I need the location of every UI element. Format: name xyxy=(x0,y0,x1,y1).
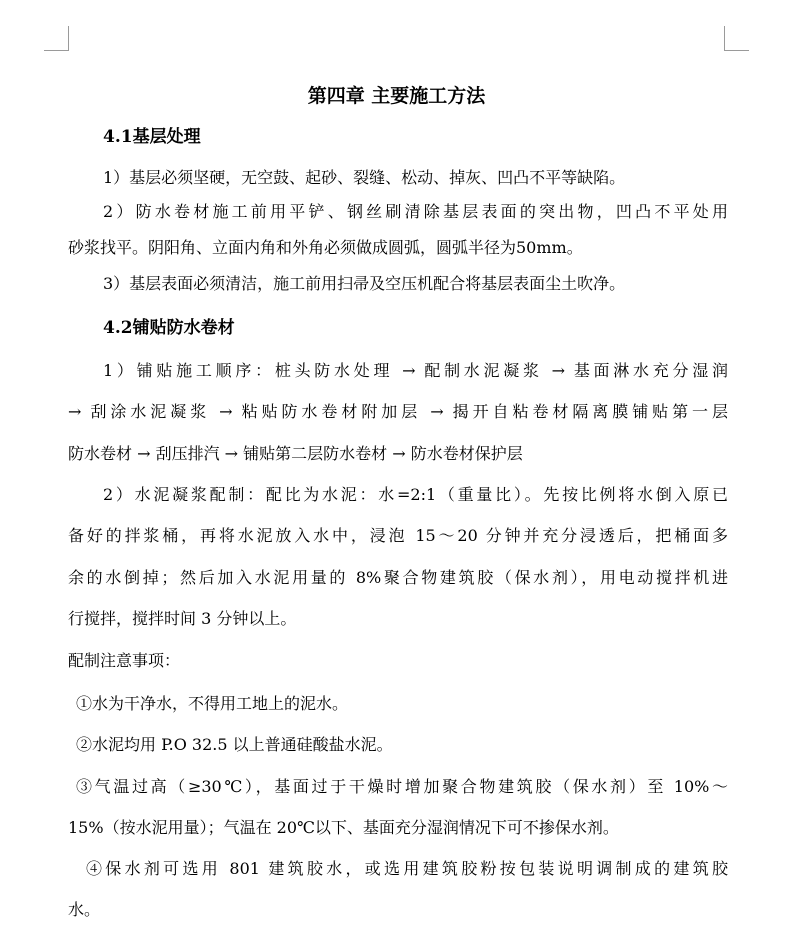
paragraph-line: 1）基层必须坚硬，无空鼓、起砂、裂缝、松动、掉灰、凹凸不平等缺陷。 xyxy=(103,168,626,187)
paragraph-line: 2）防水卷材施工前用平铲、钢丝刷清除基层表面的突出物，凹凸不平处用 xyxy=(103,202,728,221)
list-item: ③气温过高（≥30℃），基面过于干燥时增加聚合物建筑胶（保水剂）至 10%～ xyxy=(76,777,728,796)
crop-mark-top-left xyxy=(44,26,69,51)
paragraph-line: 备好的拌浆桶，再将水泥放入水中，浸泡 15～20 分钟并充分浸透后，把桶面多 xyxy=(68,526,728,545)
paragraph-line: 1）铺贴施工顺序：桩头防水处理 → 配制水泥凝浆 → 基面淋水充分湿润 xyxy=(103,361,728,380)
paragraph-line: 15%（按水泥用量）；气温在 20℃以下、基面充分湿润情况下可不掺保水剂。 xyxy=(68,818,619,837)
paragraph-line: 配制注意事项： xyxy=(68,651,181,670)
paragraph-line: → 刮涂水泥凝浆 → 粘贴防水卷材附加层 → 揭开自粘卷材隔离膜铺贴第一层 xyxy=(68,402,728,421)
list-item: ②水泥均用 P.O 32.5 以上普通硅酸盐水泥。 xyxy=(76,735,393,754)
list-item: ①水为干净水，不得用工地上的泥水。 xyxy=(76,694,349,713)
chapter-title: 第四章 主要施工方法 xyxy=(307,85,486,107)
section-heading-4-2: 4.2铺贴防水卷材 xyxy=(103,318,235,338)
paragraph-line: 2）水泥凝浆配制：配比为水泥：水=2:1（重量比）。先按比例将水倒入原已 xyxy=(103,485,728,504)
paragraph-line: 行搅拌，搅拌时间 3 分钟以上。 xyxy=(68,609,297,628)
paragraph-line: 水。 xyxy=(68,900,101,919)
paragraph-line: 余的水倒掉；然后加入水泥用量的 8%聚合物建筑胶（保水剂），用电动搅拌机进 xyxy=(68,568,728,587)
section-heading-4-1: 4.1基层处理 xyxy=(103,127,201,147)
crop-mark-top-right xyxy=(724,26,749,51)
list-item: ④保水剂可选用 801 建筑胶水，或选用建筑胶粉按包装说明调制成的建筑胶 xyxy=(86,859,728,878)
paragraph-line: 防水卷材 → 刮压排汽 → 铺贴第二层防水卷材 → 防水卷材保护层 xyxy=(68,444,523,463)
paragraph-line: 砂浆找平。阴阳角、立面内角和外角必须做成圆弧，圆弧半径为50mm。 xyxy=(68,238,583,257)
paragraph-line: 3）基层表面必须清洁，施工前用扫帚及空压机配合将基层表面尘土吹净。 xyxy=(103,274,626,293)
